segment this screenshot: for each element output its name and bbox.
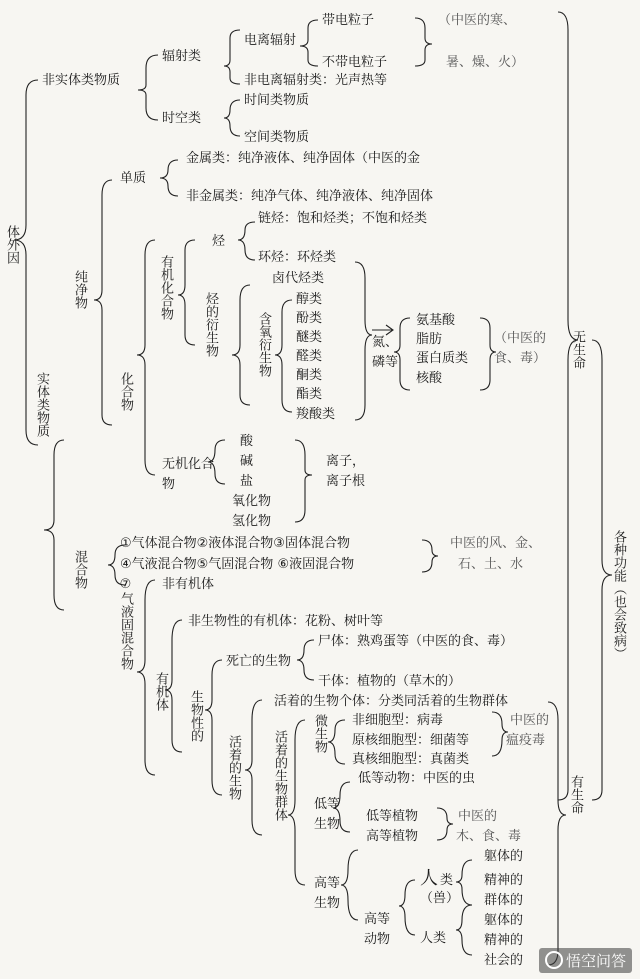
halide-label: 卤代烃类 xyxy=(272,271,325,286)
nonbio-organism-label: 非生物性的有机体：花粉、树叶等 xyxy=(188,614,384,629)
bio-item: 脂肪 xyxy=(416,332,443,347)
inorg-item: 盐 xyxy=(240,474,254,489)
chain-label: 链烃：饱和烃类；不饱和烃类 xyxy=(258,211,428,226)
higher-animal-label: 高等动物 xyxy=(364,912,391,947)
oxygen-label: 含氧衍生物 xyxy=(256,312,271,377)
human-spirit: 精神的 xyxy=(484,933,524,948)
micro-label: 微生物 xyxy=(312,714,327,753)
derivative-label: 烃的衍生物 xyxy=(203,292,218,357)
organic-label: 有机化合物 xyxy=(158,255,173,320)
human-label: 人类 xyxy=(420,931,447,946)
mixture-label: 混合物 xyxy=(72,550,87,589)
nitrogen-label: 氮、磷等 xyxy=(372,335,399,370)
pure-label: 纯净物 xyxy=(72,270,87,309)
watermark-icon xyxy=(545,951,563,969)
tcm-plague-line2: 瘟疫毒 xyxy=(506,733,546,748)
inorg-item: 氧化物 xyxy=(232,494,272,509)
beast-note: （兽） xyxy=(420,891,460,906)
radiation-label: 辐射类 xyxy=(162,49,202,64)
oxy-item: 羧酸类 xyxy=(296,407,336,422)
inorg-item: 氢化物 xyxy=(232,514,272,529)
lower-label: 低等生物 xyxy=(314,797,341,832)
tcm-plague-line1: 中医的 xyxy=(510,713,550,728)
individual-label: 活着的生物个体：分类同活着的生物群体 xyxy=(274,694,509,709)
tcm-weather-line1: （中医的寒、 xyxy=(438,13,517,28)
bio-item: 氨基酸 xyxy=(416,313,456,328)
living-label: 活着的生物 xyxy=(226,735,241,800)
inorg-item: 碱 xyxy=(240,454,254,469)
tcm-wood-line2: 木、食、毒 xyxy=(456,829,522,844)
root-label: 体外因 xyxy=(4,225,19,264)
space-label: 空间类物质 xyxy=(244,130,310,145)
watermark-text: 悟空问答 xyxy=(565,952,626,970)
ionizing-label: 电离辐射 xyxy=(244,33,297,48)
bio-item: 核酸 xyxy=(416,371,443,386)
nonmaterial-label: 非实体类物质 xyxy=(42,73,121,88)
oxy-item: 醚类 xyxy=(296,330,323,345)
nonlife-label: 无生命 xyxy=(570,330,585,369)
spacetime-label: 时空类 xyxy=(162,111,202,126)
beast-spirit: 精神的 xyxy=(484,873,524,888)
hydrocarbon-label: 烃 xyxy=(212,234,226,249)
beast-group: 群体的 xyxy=(484,893,524,908)
watermark xyxy=(539,948,632,973)
tcm-wind-line2: 石、土、水 xyxy=(458,557,524,572)
tcm-food-line1: （中医的 xyxy=(494,331,547,346)
time-label: 时间类物质 xyxy=(244,93,310,108)
oxy-item: 酚类 xyxy=(296,311,323,326)
mixture-types-line2: ④气液混合物⑤气固混合物 ⑥液固混合物 xyxy=(120,557,355,572)
higher-plant-label: 高等植物 xyxy=(366,829,419,844)
element-label: 单质 xyxy=(120,171,147,186)
material-label: 实体类物质 xyxy=(34,372,49,437)
tcm-food-line2: 食、毒） xyxy=(494,351,547,366)
ring-label: 环烃：环烃类 xyxy=(258,250,337,265)
mixture-types-line1: ①气体混合物②液体混合物③固体混合物 xyxy=(120,536,350,551)
higher-label: 高等生物 xyxy=(314,876,341,911)
ion-label: 离子， xyxy=(326,454,366,469)
function-label: 各种功能（也会致病） xyxy=(611,530,626,660)
dry-label: 干体：植物的（草木的） xyxy=(318,674,462,689)
beast-glyph: 人 xyxy=(420,868,438,889)
tcm-weather-line2: 暑、燥、火） xyxy=(446,55,525,70)
human-social: 社会的 xyxy=(484,953,524,968)
charged-label: 带电粒子 xyxy=(322,13,375,28)
bio-item: 蛋白质类 xyxy=(416,351,469,366)
inorg-item: 酸 xyxy=(240,434,254,449)
nonionizing-label: 非电离辐射类：光声热等 xyxy=(244,73,388,88)
group-label: 活着的生物群体 xyxy=(272,730,287,821)
prokaryote-label: 原核细胞型：细菌等 xyxy=(352,733,470,748)
nonorganic-label: 非有机体 xyxy=(162,577,215,592)
compound-label: 化合物 xyxy=(118,372,133,411)
nonmetal-label: 非金属类：纯净气体、纯净液体、纯净固体 xyxy=(186,189,434,204)
dead-label: 死亡的生物 xyxy=(226,654,292,669)
mixture-type7: ⑦气液固混合物 xyxy=(118,577,133,670)
corpse-label: 尸体：熟鸡蛋等（中医的食、毒） xyxy=(318,634,514,649)
tcm-wood-line1: 中医的 xyxy=(458,809,498,824)
lower-plant-label: 低等植物 xyxy=(366,809,419,824)
beast-label: 类 xyxy=(440,873,454,888)
ion-root-label: 离子根 xyxy=(326,474,366,489)
oxy-item: 醇类 xyxy=(296,292,323,307)
life-label: 有生命 xyxy=(568,775,583,814)
metal-label: 金属类：纯净液体、纯净固体（中医的金 xyxy=(186,151,421,166)
biological-label: 生物性的 xyxy=(188,690,203,742)
oxy-item: 酯类 xyxy=(296,387,323,402)
human-body: 躯体的 xyxy=(484,913,524,928)
inorganic-label: 无机化合物 xyxy=(162,457,215,492)
beast-body: 躯体的 xyxy=(484,849,524,864)
organism-label: 有机体 xyxy=(153,672,168,711)
noncell-label: 非细胞型：病毒 xyxy=(352,713,444,728)
eukaryote-label: 真核细胞型：真菌类 xyxy=(352,752,470,767)
lower-animal-label: 低等动物：中医的虫 xyxy=(358,771,476,786)
uncharged-label: 不带电粒子 xyxy=(322,55,388,70)
oxy-item: 醛类 xyxy=(296,349,323,364)
oxy-item: 酮类 xyxy=(296,368,323,383)
tcm-wind-line1: 中医的风、金、 xyxy=(450,536,542,551)
